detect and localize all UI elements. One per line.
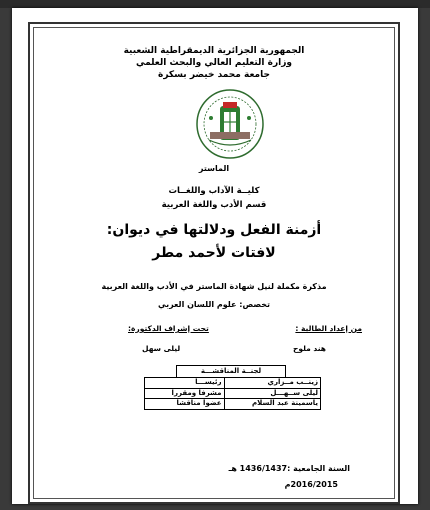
university-header: جامعة محمد خيضر بسكرة <box>158 70 270 80</box>
student-name: هند ملوح <box>292 344 326 353</box>
academic-year-gregorian: 2016/2015م <box>284 480 338 489</box>
table-row <box>145 388 321 399</box>
thesis-title-line2: لافتات لأحمد مطر <box>152 245 276 261</box>
university-logo-icon <box>195 88 265 160</box>
specialty: تخصص: علوم اللسان العربي <box>157 300 271 309</box>
memo-description: مذكرة مكملة لنيل شهادة الماستر في الأدب واللغة العربية <box>101 282 327 291</box>
student-label: من إعداد الطالبة : <box>295 324 362 333</box>
faculty-name: كليــة الآداب واللغــات <box>168 186 260 196</box>
academic-year-hijri: السنة الجامعية :1436/1437 هـ <box>228 464 350 473</box>
department-name: قسم الأدب واللغة العربية <box>161 200 267 210</box>
thesis-title-line1: أزمنة الفعل ودلالتها في ديوان: <box>106 222 322 238</box>
member-name: ليلى ســهـــل <box>224 388 320 399</box>
member-name: زينــب مــزاري <box>224 378 320 389</box>
supervisor-name: ليلى سهل <box>142 344 181 353</box>
viewer-top-bar <box>0 0 430 8</box>
document-page <box>12 8 418 504</box>
member-role: رئيســـا <box>145 378 225 389</box>
republic-header: الجمهورية الجزائرية الديمقراطية الشعبية <box>123 46 305 56</box>
table-row <box>145 399 321 410</box>
member-role: مشرفا ومقررا <box>145 388 225 399</box>
ministry-header: وزارة التعليم العالي والبحث العلمي <box>135 58 293 68</box>
committee-table <box>144 377 321 410</box>
committee-title: لجنــة المناقشـــة <box>176 365 286 378</box>
table-row <box>145 378 321 389</box>
member-name: ياسمينة عبد السلام <box>224 399 320 410</box>
member-role: عضوا مناقشا <box>145 399 225 410</box>
page-border <box>28 22 400 504</box>
degree-label: الماستر <box>198 164 230 173</box>
supervisor-label: تحت إشراف الدكتورة: <box>128 324 209 333</box>
